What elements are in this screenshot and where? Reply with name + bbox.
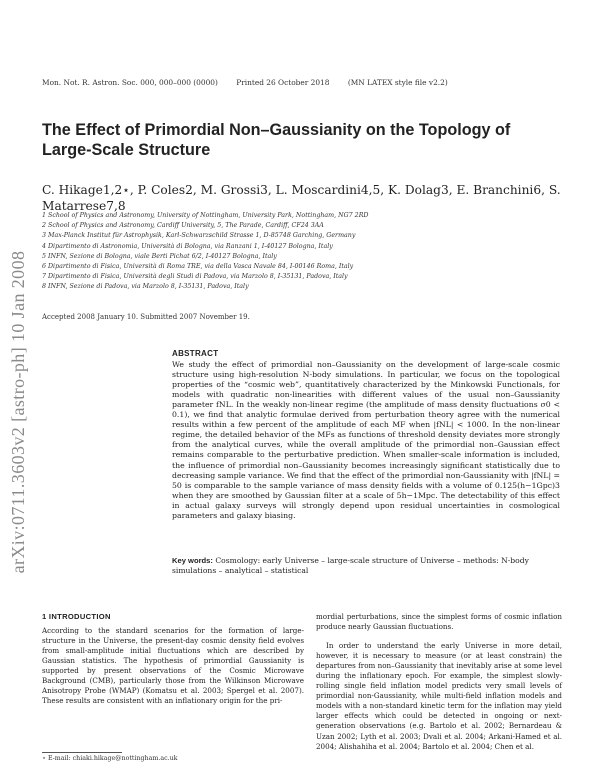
left-column — [42, 612, 304, 706]
affiliations — [42, 211, 572, 293]
paper-title: The Effect of Primordial Non–Gaussianity on the Topology of Large-Scale Structure — [42, 121, 511, 159]
keywords — [172, 556, 560, 576]
affiliation: 2 School of Physics and Astronomy, Cardiff University, 5, The Parade, Cardiff, CF24 3AA — [42, 222, 324, 230]
author-list: C. Hikage1,2⋆, P. Coles2, M. Grossi3, L. Moscardini4,5, K. Dolag3, E. Branchini6, S. Matarrese7,8 — [42, 183, 561, 213]
footnote: ⋆ E-mail: chiaki.hikage@nottingham.ac.uk — [42, 755, 178, 762]
style-note: (MN LATEX style file v2.2) — [347, 78, 448, 87]
section-heading: 1 INTRODUCTION — [42, 612, 111, 621]
affiliation: 1 School of Physics and Astronomy, University of Nottingham, University Park, Nottingham, NG7 2RD — [42, 212, 369, 219]
abstract-text: We study the effect of primordial non–Gaussianity on the development of large-scale cosmic structure using high-resolution N-body simulations. In particular, we focus on the topological properties of the “cosmic web”, quantitatively characterized by the Minkowski Functionals, for models with quadratic non-linearities with different values of the usual non–Gaussianity parameter fNL. In the weakly non-linear regime (the amplitude of mass density fluctuations σ0 < 0.1), we find that analytic formulae derived from perturbation theory agree with the numerical results within a few percent of the amplitude of each MF when |fNL| < 1000. In the non-linear regime, the detailed behavior of the MFs as functions of threshold density deviates more strongly from the analytical curves, while the overall amplitude of the primordial non–Gaussian effect remains comparable to the perturbative prediction. When smaller-scale information is included, the influence of primordial non–Gaussianity becomes increasingly significant statistically due to decreasing sample variance. We find that the effect of the primordial non-Gaussianity with |fNL| = 50 is comparable to the sample variance of mass density fields with a volume of 0.125(h−1Gpc)3 when they are smoothed by Gaussian filter at a scale of 5h−1Mpc. The detectability of this effect in actual galaxy surveys will strongly depend upon residual uncertainties in cosmological parameters and galaxy biasing. — [172, 360, 561, 520]
affiliation: 4 Dipartimento di Astronomia, Università di Bologna, via Ranzani 1, I-40127 Bologna, Italy — [42, 242, 333, 250]
affiliation: 3 Max-Planck Institut für Astrophysik, Karl-Schwarzschild Strasse 1, D-85748 Garching, Germany — [42, 232, 356, 240]
keywords-label: Key words: — [172, 556, 213, 565]
journal-citation: Mon. Not. R. Astron. Soc. 000, 000–000 (0000) — [42, 78, 218, 87]
intro-paragraph: According to the standard scenarios for the formation of large-structure in the Universe, the present-day cosmic density field evolves from small-amplitude initial fluctuations which are described by Gaussian statistics. The hypothesis of primordial Gaussianity is supported by present observations of the Cosmic Microwave Background (CMB), particularly those from the Wilkinson Microwave Anisotropy Probe (WMAP) (Komatsu et al. 2003; Spergel et al. 2007). These results are consistent with an inflationary origin for the pri- — [42, 626, 304, 706]
footnote-rule — [42, 752, 122, 753]
intro-paragraph: In order to understand the early Universe in more detail, however, it is necessary to measure (or at least constrain) the departures from non–Gaussianity that inevitably arise at some level during the inflationary epoch. For example, the simplest slowly-rolling single field inflation model predicts very small levels of primordial non-Gaussianity, while multi-field inflation models and models with a non-standard kinetic term for the inflation may yield larger effects which could be detected in ongoing or next-generation observations (e.g. Bartolo et al. 2002; Bernardeau & Uzan 2002; Lyth et al. 2003; Dvali et al. 2004; Arkani-Hamed et al. 2004; Alishahiha et al. 2004; Bartolo et al. 2004; Chen et al. — [316, 641, 562, 751]
affiliation: 6 Dipartimento di Fisica, Università di Roma TRE, via della Vasca Navale 84, I-00146 Roma, Italy — [42, 263, 354, 271]
affiliation: 7 Dipartimento di Fisica, Università degli Studi di Padova, via Marzolo 8, I-35131, Padova, Italy — [42, 273, 348, 281]
abstract-heading: ABSTRACT — [172, 349, 219, 358]
right-column — [316, 612, 562, 752]
arxiv-stamp: arXiv:0711.3603v2 [astro-ph] 10 Jan 2008 — [8, 250, 28, 574]
abstract — [172, 349, 560, 521]
keywords-text: Cosmology: early Universe – large-scale structure of Universe – methods: N-body simulations – analytical – statistical — [172, 556, 529, 575]
journal-header — [42, 78, 464, 87]
print-date: Printed 26 October 2018 — [236, 78, 330, 87]
intro-paragraph: mordial perturbations, since the simplest forms of cosmic inflation produce nearly Gaussian fluctuations. — [316, 612, 562, 632]
affiliation: 5 INFN, Sezione di Bologna, viale Berti Pichat 6/2, I-40127 Bologna, Italy — [42, 252, 277, 260]
affiliation: 8 INFN, Sezione di Padova, via Marzolo 8, I-35131, Padova, Italy — [42, 283, 249, 291]
accepted-date: Accepted 2008 January 10. Submitted 2007 November 19. — [42, 313, 250, 321]
